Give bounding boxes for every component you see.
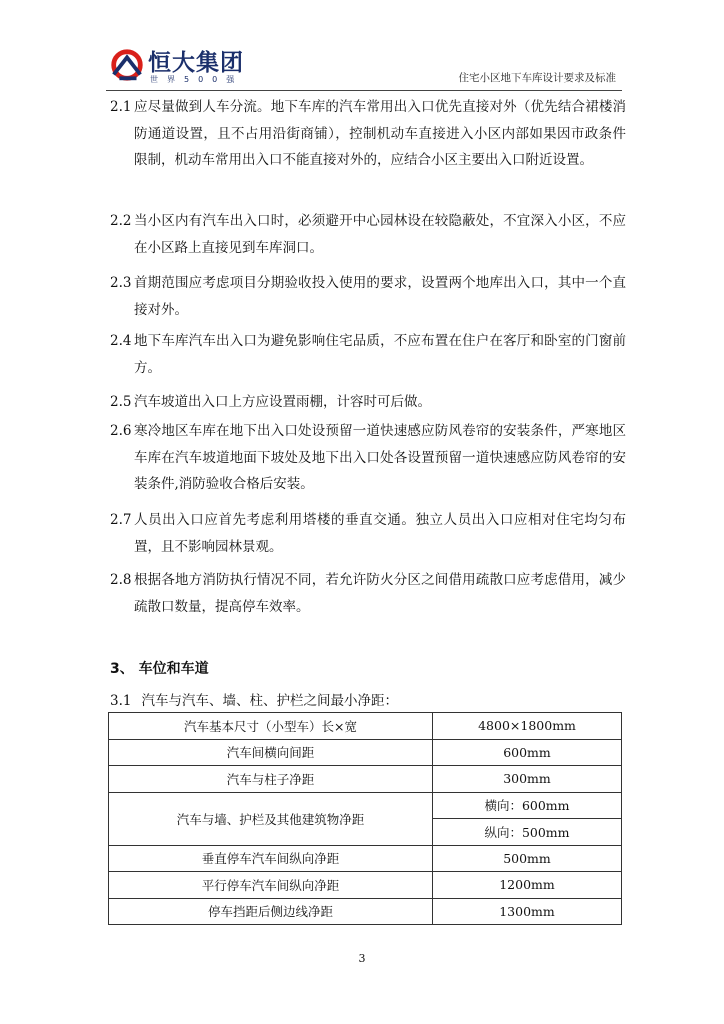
table-row — [109, 898, 622, 925]
table-cell-label: 汽车与柱子净距 — [109, 766, 433, 793]
item-text: 汽车坡道出入口上方应设置雨棚，计容时可后做。 — [134, 394, 431, 410]
table-cell-value: 500mm — [433, 845, 622, 872]
table-cell-value: 纵向：500mm — [433, 819, 622, 846]
header-divider — [106, 90, 622, 91]
table-row — [109, 845, 622, 872]
table-cell-label: 垂直停车汽车间纵向净距 — [109, 845, 433, 872]
page-header — [106, 40, 622, 90]
item-text: 寒冷地区车库在地下出入口处设预留一道快速感应防风卷帘的安装条件，严寒地区车库在汽车坡道地面下坡处及地下出入口处各设置预留一道快速感应防风卷帘的安装条件,消防验收合格后安装。 — [134, 423, 626, 492]
list-item — [110, 507, 626, 560]
subsection-text: 汽车与汽车、墙、柱、护栏之间最小净距： — [141, 693, 398, 709]
table-row — [109, 872, 622, 899]
table-cell-value: 600mm — [433, 739, 622, 766]
list-item — [110, 418, 626, 498]
list-item — [110, 389, 626, 416]
table-cell-value: 300mm — [433, 766, 622, 793]
table-row — [109, 792, 622, 819]
page-number: 3 — [358, 952, 366, 965]
item-text: 人员出入口应首先考虑利用塔楼的垂直交通。独立人员出入口应相对住宅均匀布置，且不影响园林景观。 — [134, 512, 626, 555]
subsection-heading — [110, 689, 398, 709]
item-number: 2.7 — [110, 512, 132, 528]
clearance-table — [108, 712, 622, 925]
table-cell-value: 1200mm — [433, 872, 622, 899]
table-cell-label: 停车挡距后侧边线净距 — [109, 898, 433, 925]
table-cell-label: 汽车间横向间距 — [109, 739, 433, 766]
list-item — [110, 328, 626, 381]
item-number: 2.3 — [110, 275, 132, 291]
list-item — [110, 94, 626, 174]
document-title: 住宅小区地下车库设计要求及标准 — [458, 72, 616, 84]
table-row — [109, 739, 622, 766]
item-text: 当小区内有汽车出入口时，必须避开中心园林设在较隐蔽处，不宜深入小区，不应在小区路上直接见到车库洞口。 — [134, 213, 626, 256]
item-number: 2.1 — [110, 99, 132, 115]
table-row — [109, 766, 622, 793]
item-text: 根据各地方消防执行情况不同，若允许防火分区之间借用疏散口应考虑借用，减少疏散口数量，提高停车效率。 — [134, 572, 626, 615]
list-item — [110, 567, 626, 620]
logo-emblem-icon — [108, 46, 146, 84]
table-row — [109, 713, 622, 740]
item-text: 首期范围应考虑项目分期验收投入使用的要求，设置两个地库出入口，其中一个直接对外。 — [134, 275, 626, 318]
table-cell-value: 4800×1800mm — [433, 713, 622, 740]
item-number: 2.2 — [110, 213, 132, 229]
item-number: 2.8 — [110, 572, 132, 588]
item-text: 应尽量做到人车分流。地下车库的汽车常用出入口优先直接对外（优先结合裙楼消防通道设置，且不占用沿街商铺），控制机动车直接进入小区内部如果因市政条件限制，机动车常用出入口不能直接对外的，应结合小区主要出入口附近设置。 — [134, 99, 626, 168]
company-slogan: 世界500强 — [150, 75, 244, 84]
item-text: 地下车库汽车出入口为避免影响住宅品质，不应布置在住户在客厅和卧室的门窗前方。 — [134, 333, 626, 376]
table-cell-label: 平行停车汽车间纵向净距 — [109, 872, 433, 899]
table-cell-label: 汽车基本尺寸（小型车）长×宽 — [109, 713, 433, 740]
section-heading: 3、 车位和车道 — [110, 661, 209, 677]
list-item — [110, 208, 626, 261]
company-name: 恒大集团 — [148, 50, 244, 76]
item-number: 2.4 — [110, 333, 132, 349]
item-number: 2.5 — [110, 394, 132, 410]
item-number: 2.6 — [110, 423, 132, 439]
table-cell-value: 横向：600mm — [433, 792, 622, 819]
company-logo — [108, 44, 268, 86]
subsection-number: 3.1 — [110, 693, 132, 709]
list-item — [110, 270, 626, 323]
table-cell-value: 1300mm — [433, 898, 622, 925]
table-cell-label: 汽车与墙、护栏及其他建筑物净距 — [109, 792, 433, 845]
